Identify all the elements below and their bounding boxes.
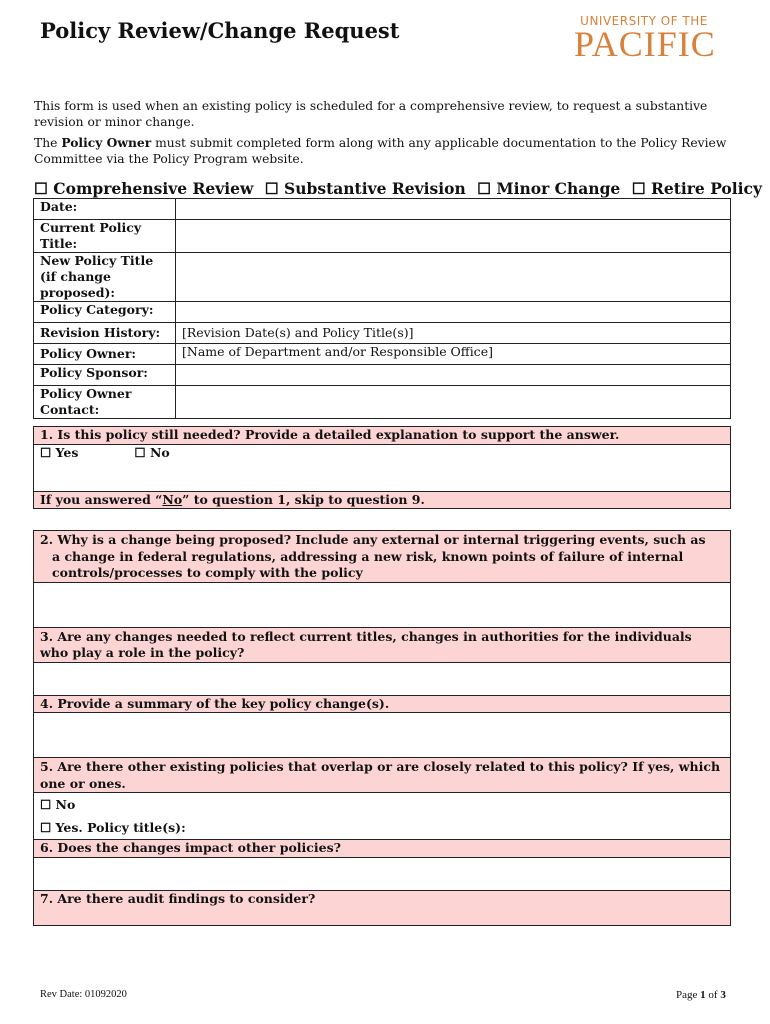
question-2-table — [33, 530, 731, 926]
review-type-options — [34, 179, 762, 198]
owner-contact-label: Policy Owner Contact: — [34, 386, 176, 419]
question-5-answer — [34, 793, 731, 840]
intro-text: must submit completed form along with any applicable documentation to the Policy Review Committee via the Policy Program website. — [34, 136, 727, 166]
date-label: Date: — [34, 199, 176, 220]
policy-owner-field[interactable]: [Name of Department and/or Responsible Office] — [176, 344, 731, 365]
category-field[interactable] — [176, 302, 731, 323]
revision-history-field[interactable]: [Revision Date(s) and Policy Title(s)] — [176, 323, 731, 344]
question-6-answer[interactable] — [34, 857, 731, 890]
option-substantive-revision[interactable]: ☐ Substantive Revision — [264, 179, 466, 198]
new-title-field[interactable] — [176, 253, 731, 302]
current-page: 1 — [700, 989, 706, 1001]
date-field[interactable] — [176, 199, 731, 220]
new-title-label: New Policy Title (if change proposed): — [34, 253, 176, 302]
note-text: If you answered “ — [40, 491, 163, 507]
university-logo — [574, 14, 716, 64]
question-6-text: 6. Does the changes impact other policies? — [34, 840, 731, 858]
option-comprehensive-review[interactable]: ☐ Comprehensive Review — [34, 179, 254, 198]
policy-owner-emphasis: Policy Owner — [61, 135, 152, 150]
policy-sponsor-label: Policy Sponsor: — [34, 365, 176, 386]
question-4-answer[interactable] — [34, 713, 731, 758]
question-2-line: controls/processes to comply with the policy — [52, 565, 363, 580]
revision-date: Rev Date: 01092020 — [40, 989, 127, 1000]
logo-top-text: UNIVERSITY OF THE — [580, 14, 708, 28]
option-minor-change[interactable]: ☐ Minor Change — [477, 179, 621, 198]
question-5-no-checkbox[interactable]: ☐ No — [40, 797, 76, 812]
question-4-text: 4. Provide a summary of the key policy change(s). — [34, 695, 731, 713]
question-2-text — [34, 531, 731, 583]
question-1-table — [33, 426, 731, 509]
option-retire-policy[interactable]: ☐ Retire Policy — [631, 179, 762, 198]
note-text: ” to question 1, skip to question 9. — [182, 491, 425, 507]
question-1-no-checkbox[interactable]: ☐ No — [134, 444, 170, 460]
page-number — [676, 989, 726, 1001]
intro-text: The — [34, 136, 62, 150]
question-1-skip-note — [34, 491, 731, 509]
category-label: Policy Category: — [34, 302, 176, 323]
question-3-text: 3. Are any changes needed to reflect current titles, changes in authorities for the individuals who play a role in the policy? — [34, 627, 731, 662]
policy-sponsor-field[interactable] — [176, 365, 731, 386]
question-2-line: a change in federal regulations, addressing a new risk, known points of failure of internal — [52, 548, 684, 564]
question-3-answer[interactable] — [34, 662, 731, 695]
question-2-line: 2. Why is a change being proposed? Include any external or internal triggering events, such as — [40, 532, 706, 547]
note-no-emphasis: No — [162, 491, 183, 507]
owner-contact-field[interactable] — [176, 386, 731, 419]
page-word: Page — [676, 989, 701, 1001]
page-title: Policy Review/Change Request — [40, 18, 400, 43]
policy-owner-label: Policy Owner: — [34, 344, 176, 365]
question-7-text: 7. Are there audit findings to consider? — [34, 890, 731, 925]
of-word: of — [705, 989, 721, 1001]
total-pages: 3 — [720, 989, 726, 1001]
question-1-answer — [34, 444, 731, 491]
logo-main-text: PACIFIC — [574, 24, 716, 64]
current-title-label: Current Policy Title: — [34, 220, 176, 253]
question-1-text: 1. Is this policy still needed? Provide a detailed explanation to support the answer. — [34, 427, 731, 445]
intro-paragraph-2 — [34, 135, 746, 167]
policy-info-table — [33, 198, 731, 419]
question-5-text: 5. Are there other existing policies that overlap or are closely related to this policy? If yes, which one or ones. — [34, 758, 731, 793]
revision-history-label: Revision History: — [34, 323, 176, 344]
question-1-yes-checkbox[interactable]: ☐ Yes — [40, 444, 79, 460]
intro-paragraph-1: This form is used when an existing policy is scheduled for a comprehensive review, to request a substantive revision or minor change. — [34, 99, 708, 129]
question-2-answer[interactable] — [34, 582, 731, 627]
question-5-yes-checkbox[interactable]: ☐ Yes. Policy title(s): — [40, 820, 186, 835]
current-title-field[interactable] — [176, 220, 731, 253]
